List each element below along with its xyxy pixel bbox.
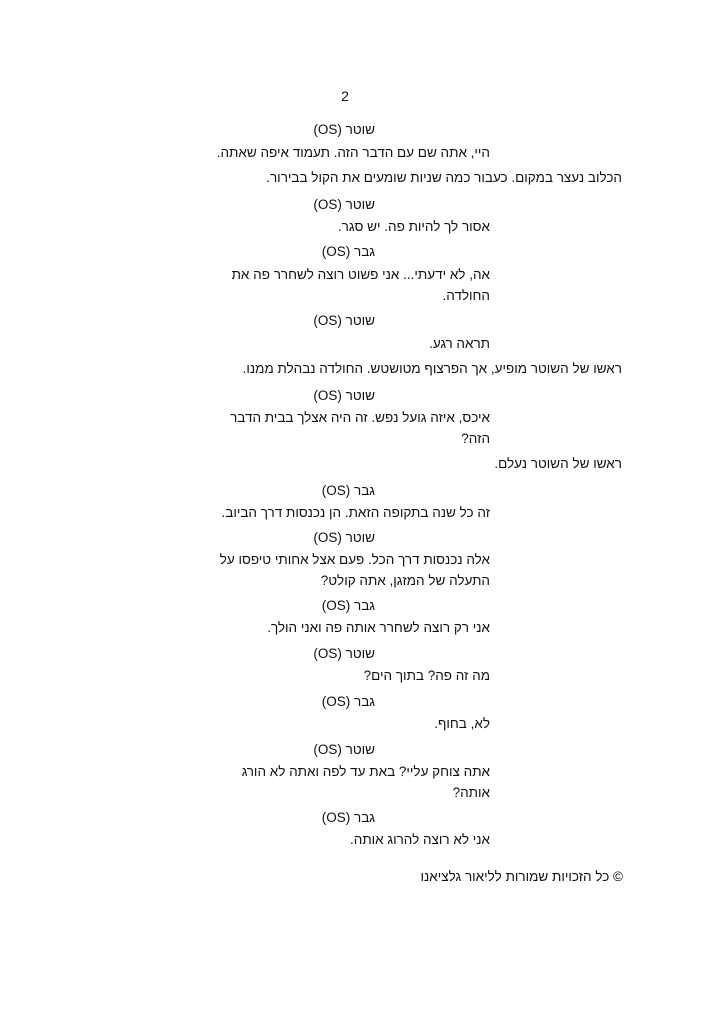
dialogue-line: אני רק רוצה לשחרר אותה פה ואני הולך. [267,620,490,635]
character-name: גבר (OS) [321,244,375,259]
action-line: ראשו של השוטר נעלם. [494,456,622,471]
dialogue-line: לא, בחוף. [434,716,490,731]
dialogue-line: אה, לא ידעתי... אני פשוט רוצה לשחרר פה את החולדה. [231,267,490,303]
page-number: 2 [341,88,349,104]
dialogue-line: אתה צוחק עליי? באת עד לפה ואתה לא הורג אותה? [241,764,490,800]
copyright-footer: © כל הזכויות שמורות לליאור גלציאנו [420,869,623,884]
dialogue-line: תראה רגע. [429,336,490,351]
character-name: שוטר (OS) [313,646,375,661]
character-name: שוטר (OS) [313,388,375,403]
dialogue-line: אסור לך להיות פה. יש סגר. [337,219,490,234]
dialogue-line: איכס, איזה גועל נפש. זה היה אצלך בבית הדבר הזה? [230,410,490,446]
character-name: גבר (OS) [321,810,375,825]
dialogue-line: אני לא רוצה להרוג אותה. [350,832,490,847]
character-name: גבר (OS) [321,694,375,709]
action-line: ראשו של השוטר מופיע, אך הפרצוף מטושטש. החולדה נבהלת ממנו. [242,361,622,376]
dialogue-line: זה כל שנה בתקופה הזאת. הן נכנסות דרך הביוב. [221,505,490,520]
dialogue-line: אלה נכנסות דרך הכל. פעם אצל אחותי טיפסו על התעלה של המזגן, אתה קולט? [219,552,490,588]
character-name: שוטר (OS) [313,122,375,137]
character-name: שוטר (OS) [313,742,375,757]
dialogue-line: מה זה פה? בתוך הים? [363,668,490,683]
action-line: הכלוב נעצר במקום. כעבור כמה שניות שומעים את הקול בבירור. [266,170,622,185]
character-name: גבר (OS) [321,598,375,613]
dialogue-line: היי, אתה שם עם הדבר הזה. תעמוד איפה שאתה. [216,145,490,160]
character-name: שוטר (OS) [313,313,375,328]
character-name: שוטר (OS) [313,530,375,545]
character-name: שוטר (OS) [313,197,375,212]
character-name: גבר (OS) [321,483,375,498]
